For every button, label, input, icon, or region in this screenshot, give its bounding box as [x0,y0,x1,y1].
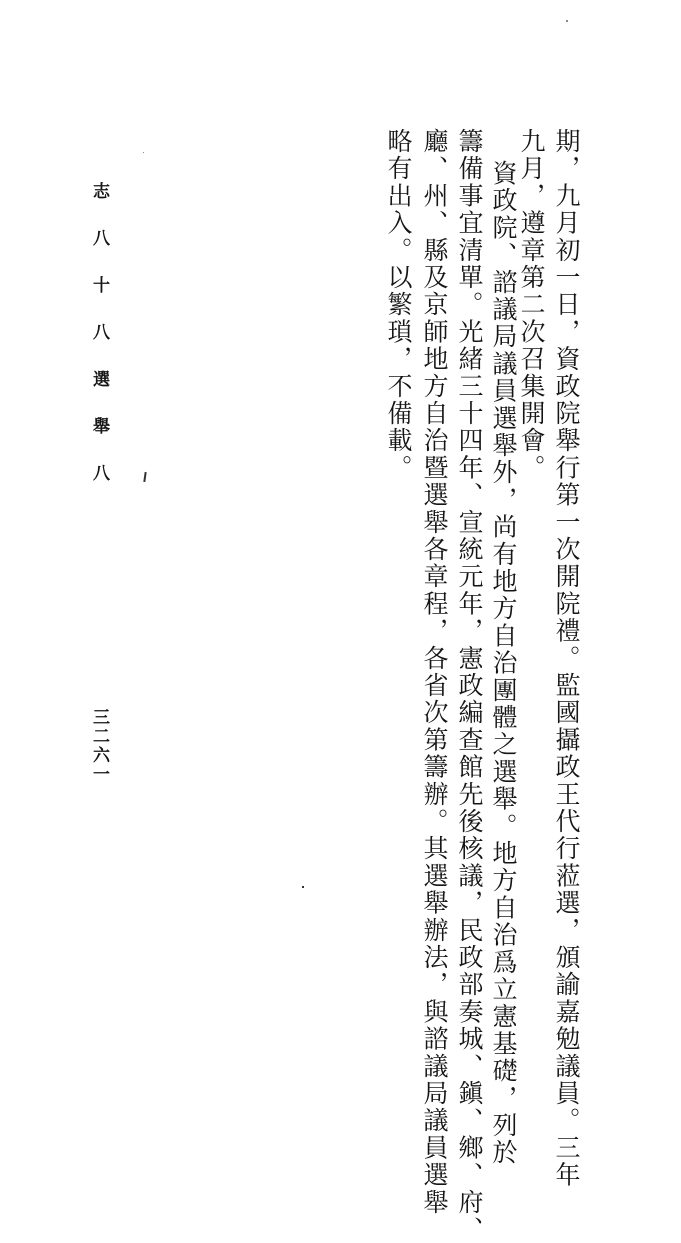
scan-dot [302,886,304,888]
scan-dot [143,152,144,153]
scan-dot [566,20,568,22]
body-line-5: 廳、州、縣及京師地方自治暨選舉各章程，各省次第籌辦。其選舉辦法，與諮議局議員選舉 [420,128,449,1216]
body-line-6: 略有出入。以繁瑣，不備載。 [384,128,413,482]
body-line-1: 期，九月初一日，資政院舉行第一次開院禮。監國攝政王代行蒞選，頒諭嘉勉議員。三年 [552,128,581,1189]
page-number: 三二六一 [89,708,109,784]
body-line-4: 籌備事宜清單。光緒三十四年、宣統元年，憲政編查館先後核議，民政部奏城、鎭、鄉、府、 [455,128,484,1243]
body-line-3: 資政院、諮議局議員選舉外，尚有地方自治團體之選舉。地方自治爲立憲基礎，列於 [489,160,518,1167]
scan-mark [143,472,146,482]
body-line-2: 九月，遵章第二次召集開會。 [517,128,546,482]
running-head: 志 八 十 八 選 舉 八 [89,182,109,486]
